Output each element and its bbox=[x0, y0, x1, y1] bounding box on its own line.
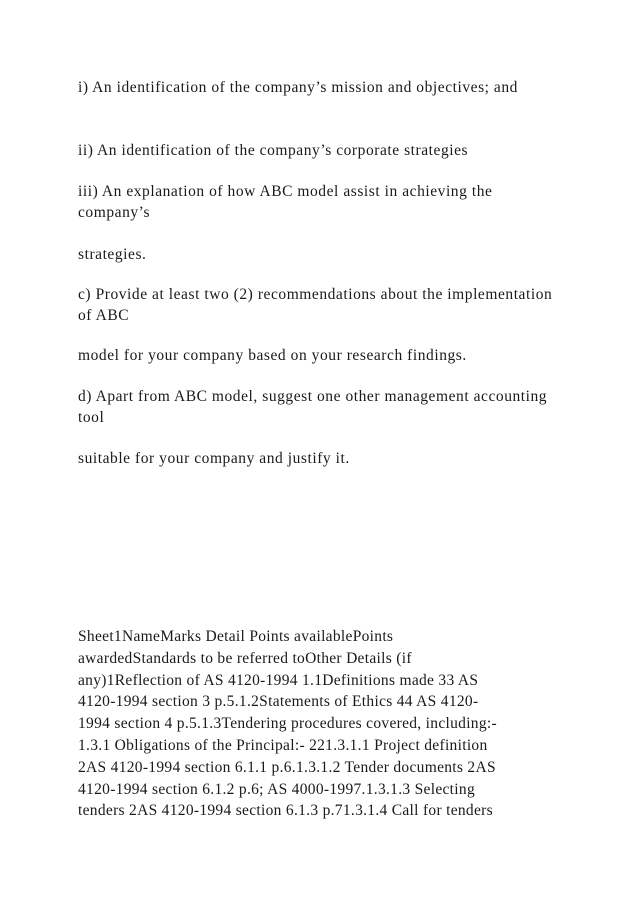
sheet-line: tenders 2AS 4120-1994 section 6.1.3 p.71.3.1.4 Call for tenders bbox=[78, 802, 493, 820]
sheet-line: 1.3.1 Obligations of the Principal:- 221.3.1.1 Project definition bbox=[78, 736, 488, 754]
sheet-text-block bbox=[78, 626, 578, 822]
paragraph-item-i: i) An identification of the company’s mission and objectives; and bbox=[78, 79, 518, 96]
paragraph-model-recommendation: model for your company based on your research findings. bbox=[78, 347, 467, 364]
paragraph-item-d: d) Apart from ABC model, suggest one other management accounting tool bbox=[78, 388, 548, 426]
paragraph-item-iii: iii) An explanation of how ABC model assist in achieving the company’s bbox=[78, 183, 493, 221]
sheet-line: 1994 section 4 p.5.1.3Tendering procedures covered, including:- bbox=[78, 715, 497, 733]
paragraph-justification: suitable for your company and justify it. bbox=[78, 450, 350, 467]
paragraph-item-ii: ii) An identification of the company’s corporate strategies bbox=[78, 142, 469, 159]
paragraph-item-c: c) Provide at least two (2) recommendations about the implementation of ABC bbox=[78, 286, 553, 324]
sheet-line: 4120-1994 section 6.1.2 p.6; AS 4000-1997.1.3.1.3 Selecting bbox=[78, 780, 475, 798]
sheet-line: 2AS 4120-1994 section 6.1.1 p.6.1.3.1.2 Tender documents 2AS bbox=[78, 758, 496, 776]
paragraph-strategies: strategies. bbox=[78, 246, 147, 263]
sheet-line: any)1Reflection of AS 4120-1994 1.1Definitions made 33 AS bbox=[78, 671, 479, 689]
sheet-line: awardedStandards to be referred toOther Details (if bbox=[78, 649, 412, 667]
sheet-line: Sheet1NameMarks Detail Points availablePoints bbox=[78, 628, 394, 645]
sheet-line: 4120-1994 section 3 p.5.1.2Statements of Ethics 44 AS 4120- bbox=[78, 693, 479, 711]
